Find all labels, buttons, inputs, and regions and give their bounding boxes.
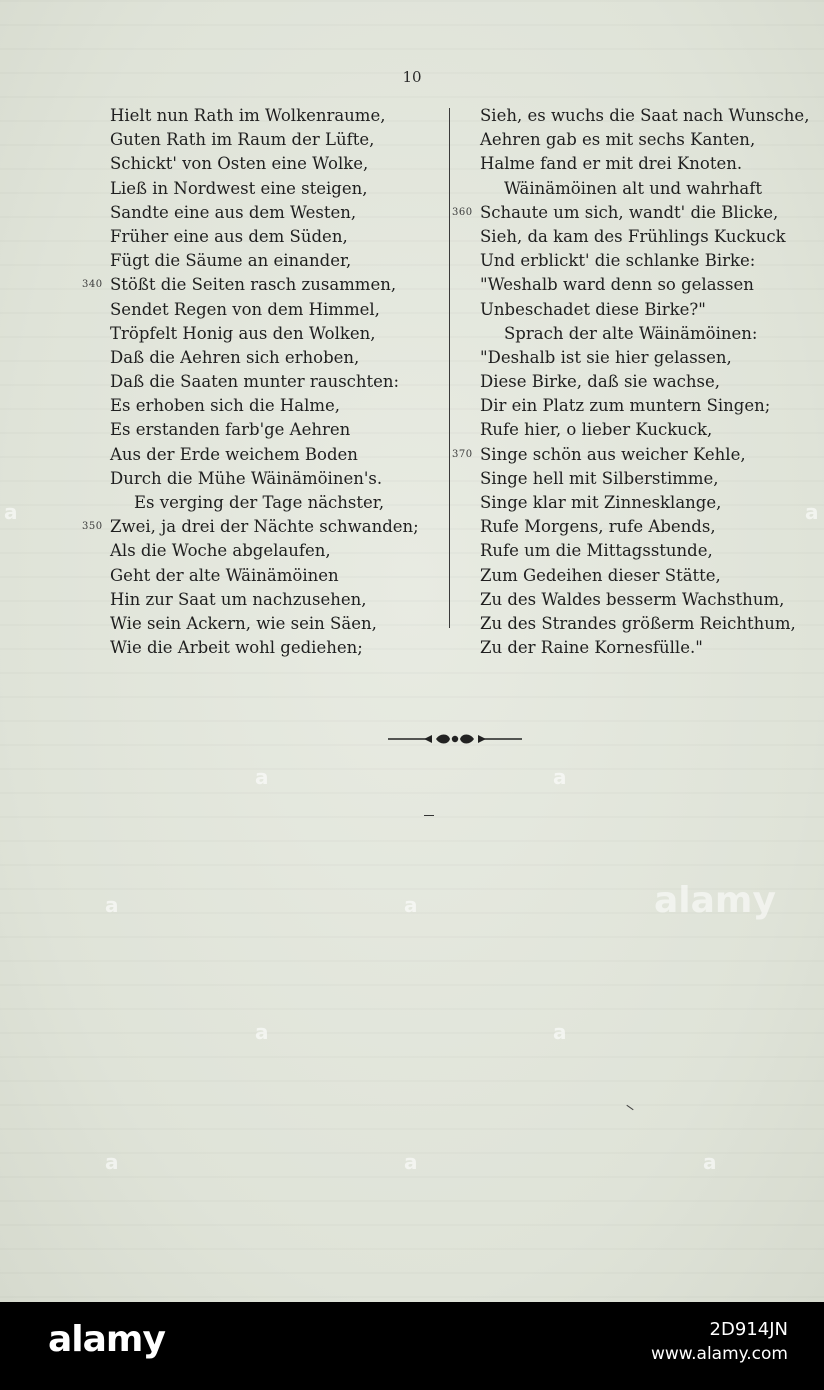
line-number: 340 <box>82 279 103 291</box>
verse-line <box>82 346 444 370</box>
verse-text: Früher eine aus dem Süden, <box>110 226 348 246</box>
verse-line <box>82 588 444 612</box>
watermark-overlay: alamy <box>654 880 776 921</box>
verse-text: Diese Birke, daß sie wachse, <box>480 372 721 392</box>
verse-line <box>452 346 812 370</box>
verse-text: Durch die Mühe Wäinämöinen's. <box>110 468 383 488</box>
verse-line <box>82 370 444 394</box>
watermark-a-mark: a <box>805 500 819 524</box>
verse-text: Als die Woche abgelaufen, <box>110 541 331 561</box>
verse-line <box>82 443 444 467</box>
end-ornament-icon <box>388 732 522 746</box>
verse-line <box>452 491 812 515</box>
verse-line <box>452 612 812 636</box>
verse-text: Es erhoben sich die Halme, <box>110 396 341 416</box>
verse-line <box>452 636 812 660</box>
verse-text: Dir ein Platz zum muntern Singen; <box>480 396 771 416</box>
verse-text: Es verging der Tage nächster, <box>134 493 385 512</box>
verse-text: Wie die Arbeit wohl gediehen; <box>110 638 363 658</box>
verse-line <box>82 104 444 128</box>
verse-text: Tröpfelt Honig aus den Wolken, <box>110 323 376 343</box>
verse-text: Hin zur Saat um nachzusehen, <box>110 589 367 609</box>
verse-line <box>452 539 812 563</box>
verse-line <box>82 612 444 636</box>
verse-line <box>82 394 444 418</box>
page-number: 10 <box>402 68 422 86</box>
watermark-a-mark: a <box>255 765 269 789</box>
left-verse-column <box>82 104 444 660</box>
watermark-a-mark: a <box>553 1020 567 1044</box>
watermark-a-mark: a <box>404 893 418 917</box>
verse-line <box>452 104 812 128</box>
verse-text: Sendet Regen von dem Himmel, <box>110 299 380 319</box>
verse-line <box>452 418 812 442</box>
verse-line <box>82 201 444 225</box>
verse-text: Sandte eine aus dem Westen, <box>110 202 357 222</box>
verse-text: Daß die Aehren sich erhoben, <box>110 347 360 367</box>
verse-text: Wäinämöinen alt und wahrhaft <box>504 178 762 198</box>
verse-line <box>82 322 444 346</box>
verse-line <box>452 588 812 612</box>
stray-dash <box>424 815 434 816</box>
watermark-a-mark: a <box>553 765 567 789</box>
verse-text: Rufe hier, o lieber Kuckuck, <box>480 420 713 440</box>
verse-text: Zu des Strandes größerm Reichthum, <box>480 613 796 633</box>
verse-text: Aehren gab es mit sechs Kanten, <box>480 130 756 150</box>
image-id-block <box>651 1318 788 1366</box>
verse-line <box>82 225 444 249</box>
column-divider <box>449 108 450 628</box>
verse-line <box>82 298 444 322</box>
verse-line <box>82 249 444 273</box>
image-id: 2D914JN <box>709 1319 788 1340</box>
verse-line <box>452 467 812 491</box>
verse-line <box>82 491 444 515</box>
watermark-a-mark: a <box>105 893 119 917</box>
verse-line <box>452 177 812 201</box>
verse-text: Wie sein Ackern, wie sein Säen, <box>110 613 377 633</box>
verse-text: Hielt nun Rath im Wolkenraume, <box>110 106 386 125</box>
verse-line <box>82 152 444 176</box>
verse-text: Fügt die Säume an einander, <box>110 251 352 271</box>
verse-text: Sprach der alte Wäinämöinen: <box>504 323 758 343</box>
verse-text: Stößt die Seiten rasch zusammen, <box>110 275 397 295</box>
verse-text: Zum Gedeihen dieser Stätte, <box>480 565 721 585</box>
verse-text: Und erblickt' die schlanke Birke: <box>480 251 756 271</box>
watermark-a-mark: a <box>404 1150 418 1174</box>
verse-text: Ließ in Nordwest eine steigen, <box>110 178 368 198</box>
verse-line <box>82 467 444 491</box>
verse-text: Sieh, es wuchs die Saat nach Wunsche, <box>480 106 810 125</box>
verse-line <box>452 128 812 152</box>
verse-line <box>452 225 812 249</box>
verse-text: Zwei, ja drei der Nächte schwanden; <box>110 517 419 537</box>
verse-text: Zu der Raine Kornesfülle." <box>480 638 703 658</box>
verse-line <box>452 564 812 588</box>
verse-text: Schaute um sich, wandt' die Blicke, <box>480 202 779 222</box>
verse-text: "Deshalb ist sie hier gelassen, <box>480 347 732 367</box>
verse-line <box>452 249 812 273</box>
verse-text: Halme fand er mit drei Knoten. <box>480 154 743 174</box>
watermark-a-mark: a <box>255 1020 269 1044</box>
stray-mark <box>626 1105 633 1110</box>
verse-line <box>82 418 444 442</box>
verse-text: Unbeschadet diese Birke?" <box>480 299 706 319</box>
watermark-a-mark: a <box>703 1150 717 1174</box>
verse-line <box>82 636 444 660</box>
verse-line <box>82 564 444 588</box>
verse-text: Daß die Saaten munter rauschten: <box>110 372 400 392</box>
verse-text: Schickt' von Osten eine Wolke, <box>110 154 369 174</box>
line-number: 350 <box>82 521 103 533</box>
verse-text: Rufe um die Mittagsstunde, <box>480 541 713 561</box>
verse-line <box>452 152 812 176</box>
watermark-a-mark: a <box>4 500 18 524</box>
site-url: www.alamy.com <box>650 1344 788 1364</box>
verse-line <box>82 539 444 563</box>
verse-line <box>452 298 812 322</box>
verse-line <box>452 201 812 225</box>
verse-line <box>82 177 444 201</box>
line-number: 370 <box>452 448 473 460</box>
verse-text: "Weshalb ward denn so gelassen <box>480 275 754 295</box>
verse-text: Geht der alte Wäinämöinen <box>110 565 339 585</box>
verse-text: Sieh, da kam des Frühlings Kuckuck <box>480 226 786 246</box>
verse-text: Es erstanden farb'ge Aehren <box>110 420 351 440</box>
right-verse-column <box>452 104 812 660</box>
verse-line <box>82 273 444 297</box>
watermark-a-mark: a <box>105 1150 119 1174</box>
verse-text: Singe schön aus weicher Kehle, <box>480 444 746 464</box>
verse-line <box>452 273 812 297</box>
verse-line <box>452 443 812 467</box>
verse-line <box>452 394 812 418</box>
alamy-logo: alamy <box>48 1319 165 1360</box>
verse-line <box>82 128 444 152</box>
verse-line <box>452 515 812 539</box>
verse-line <box>452 322 812 346</box>
verse-text: Rufe Morgens, rufe Abends, <box>480 517 716 537</box>
verse-text: Guten Rath im Raum der Lüfte, <box>110 130 375 150</box>
verse-text: Singe hell mit Silberstimme, <box>480 468 719 488</box>
verse-text: Aus der Erde weichem Boden <box>110 444 358 464</box>
verse-line <box>82 515 444 539</box>
verse-text: Singe klar mit Zinnesklange, <box>480 493 722 512</box>
verse-line <box>452 370 812 394</box>
verse-text: Zu des Waldes besserm Wachsthum, <box>480 589 785 609</box>
line-number: 360 <box>452 206 473 218</box>
